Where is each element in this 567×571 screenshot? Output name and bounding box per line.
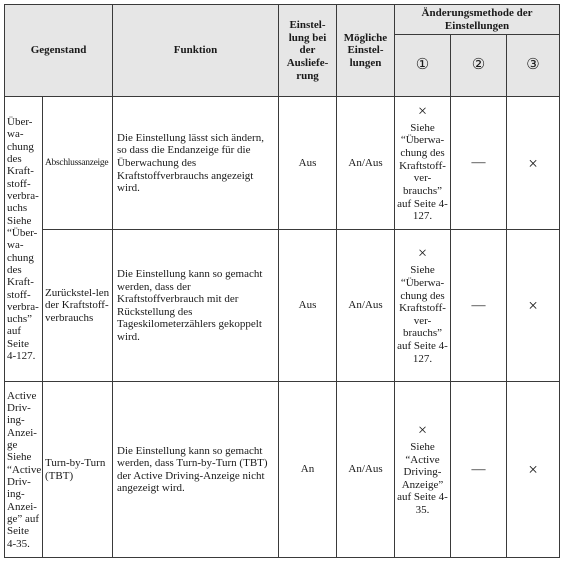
header-method-1: ①: [395, 35, 451, 97]
options-value: An/Aus: [337, 382, 395, 558]
method-2-dash: —: [451, 230, 507, 382]
function-text: Die Einstellung kann so gemacht werden, dass der Kraftstoffverbrauch mit der Rückstellung des Tageskilometerzählers gekoppelt wird.: [113, 230, 279, 382]
method-2-dash: —: [451, 97, 507, 230]
table-row: [5, 97, 560, 230]
function-text: Die Einstellung lässt sich ändern, so dass die Endanzeige für die Überwachung des Kraftstoffverbrauchs angezeigt wird.: [113, 97, 279, 230]
header-moegliche: Mögliche Einstel-lungen: [337, 5, 395, 97]
table-row: [5, 230, 560, 382]
default-value: Aus: [279, 97, 337, 230]
group-label-active-driving: Active Driv-ing-Anzei-ge Siehe “Active Driv-ing-Anzei-ge” auf Seite 4-35.: [5, 382, 43, 558]
method-3-cross-icon: ×: [507, 97, 560, 230]
method-1-cell: [395, 382, 451, 558]
method-1-cell: [395, 97, 451, 230]
header-method-2: ②: [451, 35, 507, 97]
method-1-reference: Siehe “Überwa-chung des Kraftstoff-ver-brauchs” auf Seite 4-127.: [397, 121, 448, 223]
method-1-reference: Siehe “Active Driving-Anzeige” auf Seite 4-35.: [397, 440, 448, 517]
method-2-dash: —: [451, 382, 507, 558]
method-3-cross-icon: ×: [507, 382, 560, 558]
header-funktion: Funktion: [113, 5, 279, 97]
settings-table-container: [4, 4, 560, 558]
header-method-3: ③: [507, 35, 560, 97]
settings-table: [4, 4, 560, 558]
method-1-reference: Siehe “Überwa-chung des Kraftstoff-ver-brauchs” auf Seite 4-127.: [397, 264, 448, 365]
default-value: An: [279, 382, 337, 558]
cross-icon: ×: [417, 421, 428, 439]
header-aenderungsmethode: Änderungsmethode der Einstellungen: [395, 5, 560, 35]
options-value: An/Aus: [337, 97, 395, 230]
item-name: Zurückstel-len der Kraftstoff-verbrauchs: [43, 230, 113, 382]
group-label-fuel-monitor: Über-wa-chung des Kraft-stoff-verbra-uchs Siehe “Über-wa-chung des Kraft-stoff-verbra-uchs” auf Seite 4-127.: [5, 97, 43, 382]
method-3-cross-icon: ×: [507, 230, 560, 382]
table-row: [5, 382, 560, 558]
default-value: Aus: [279, 230, 337, 382]
header-einstellung: Einstel-lung bei der Ausliefe-rung: [279, 5, 337, 97]
item-name: Turn-by-Turn (TBT): [43, 382, 113, 558]
function-text: Die Einstellung kann so gemacht werden, dass Turn-by-Turn (TBT) der Active Driving-Anzeige nicht angezeigt wird.: [113, 382, 279, 558]
item-name: Abschlussanzeige: [43, 97, 113, 230]
options-value: An/Aus: [337, 230, 395, 382]
cross-icon: ×: [417, 245, 428, 263]
header-gegenstand: Gegenstand: [5, 5, 113, 97]
method-1-cell: [395, 230, 451, 382]
cross-icon: ×: [417, 102, 428, 120]
